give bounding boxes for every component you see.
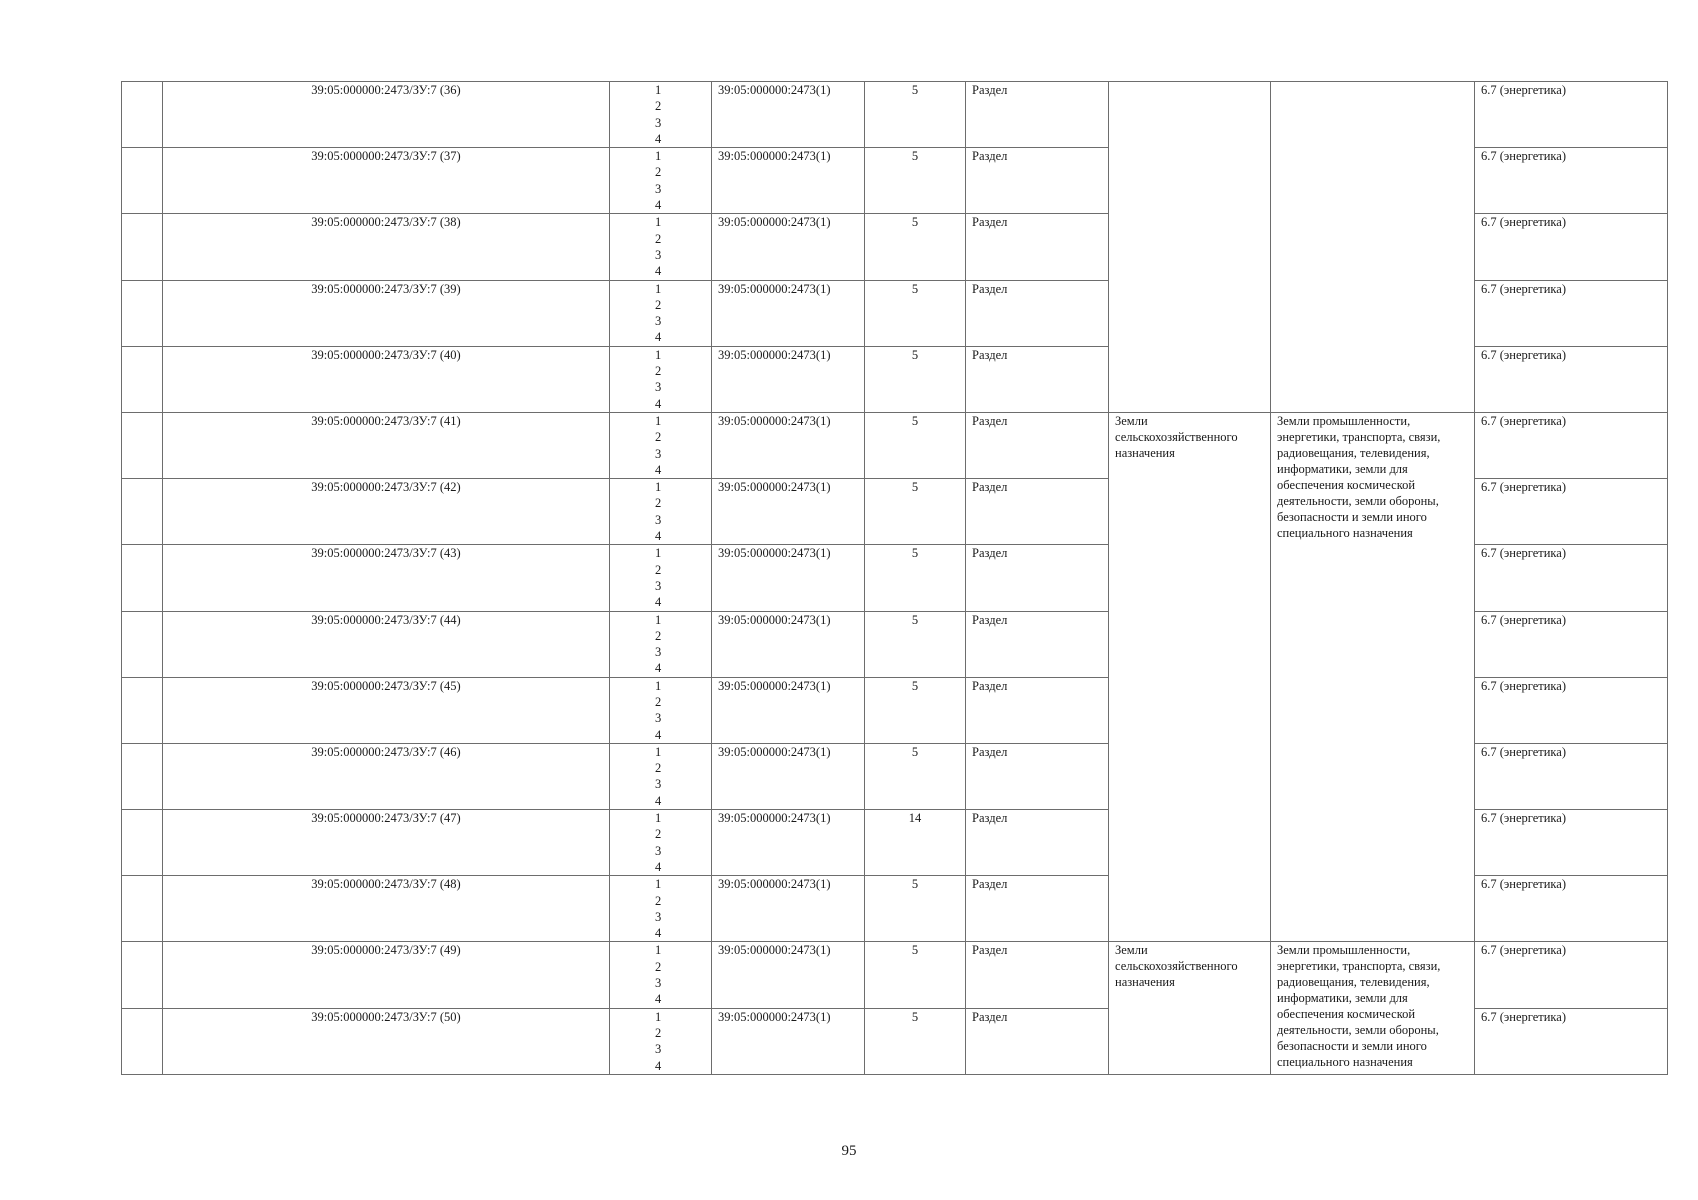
contour-number: 1 [655,811,662,826]
permitted-use: 6.7 (энергетика) [1475,545,1668,611]
contour-number: 3 [655,711,662,726]
formation-method: Раздел [966,545,1109,611]
plot-designation: 39:05:000000:2473/ЗУ:7 (49) [163,942,610,1008]
parent-cadastral-number: 39:05:000000:2473(1) [712,677,865,743]
contour-number: 4 [655,131,662,146]
parent-cadastral-number: 39:05:000000:2473(1) [712,545,865,611]
contour-number: 4 [655,462,662,477]
contour-number: 1 [655,215,662,230]
plot-designation: 39:05:000000:2473/ЗУ:7 (43) [163,545,610,611]
formation-method: Раздел [966,346,1109,412]
contour-number: 4 [655,1058,662,1073]
plot-area: 5 [865,942,966,1008]
row-number-cell [122,876,163,942]
plot-designation: 39:05:000000:2473/ЗУ:7 (41) [163,412,610,478]
contour-number: 3 [655,115,662,130]
formation-method: Раздел [966,743,1109,809]
contour-number: 1 [655,83,662,97]
plot-designation: 39:05:000000:2473/ЗУ:7 (36) [163,82,610,148]
contour-number: 4 [655,992,662,1007]
contour-numbers [610,148,712,214]
contour-numbers [610,876,712,942]
plot-designation: 39:05:000000:2473/ЗУ:7 (42) [163,479,610,545]
contour-number: 4 [655,793,662,808]
row-number-cell [122,545,163,611]
row-number-cell [122,810,163,876]
contour-number: 2 [655,364,662,379]
plot-designation: 39:05:000000:2473/ЗУ:7 (46) [163,743,610,809]
plot-area: 5 [865,876,966,942]
plot-area: 5 [865,82,966,148]
permitted-use: 6.7 (энергетика) [1475,810,1668,876]
permitted-use: 6.7 (энергетика) [1475,611,1668,677]
parent-cadastral-number: 39:05:000000:2473(1) [712,346,865,412]
contour-numbers [610,280,712,346]
contour-numbers [610,346,712,412]
parent-cadastral-number: 39:05:000000:2473(1) [712,82,865,148]
contour-number: 1 [655,1009,662,1024]
row-number-cell [122,148,163,214]
contour-number: 2 [655,959,662,974]
contour-number: 1 [655,281,662,296]
plot-area: 5 [865,1008,966,1074]
parent-cadastral-number: 39:05:000000:2473(1) [712,214,865,280]
contour-numbers [610,942,712,1008]
contour-number: 2 [655,628,662,643]
plot-designation: 39:05:000000:2473/ЗУ:7 (44) [163,611,610,677]
contour-number: 1 [655,943,662,958]
contour-number: 1 [655,678,662,693]
permitted-use: 6.7 (энергетика) [1475,479,1668,545]
plot-area: 5 [865,743,966,809]
contour-number: 3 [655,380,662,395]
land-category: Земли сельскохозяйственного назначения [1109,942,1271,1074]
parent-cadastral-number: 39:05:000000:2473(1) [712,479,865,545]
permitted-use: 6.7 (энергетика) [1475,148,1668,214]
parent-cadastral-number: 39:05:000000:2473(1) [712,876,865,942]
contour-number: 1 [655,546,662,561]
formation-method: Раздел [966,1008,1109,1074]
parent-cadastral-number: 39:05:000000:2473(1) [712,743,865,809]
contour-number: 1 [655,877,662,892]
contour-number: 3 [655,976,662,991]
permitted-use: 6.7 (энергетика) [1475,214,1668,280]
contour-number: 3 [655,777,662,792]
contour-number: 1 [655,149,662,164]
contour-number: 3 [655,512,662,527]
formation-method: Раздел [966,876,1109,942]
plot-area: 5 [865,214,966,280]
plot-designation: 39:05:000000:2473/ЗУ:7 (50) [163,1008,610,1074]
formation-method: Раздел [966,280,1109,346]
plot-area: 14 [865,810,966,876]
contour-numbers [610,1008,712,1074]
permitted-use: 6.7 (энергетика) [1475,82,1668,148]
contour-number: 2 [655,231,662,246]
row-number-cell [122,942,163,1008]
land-plots-table [121,81,1668,1075]
table-row [122,82,1668,148]
contour-number: 4 [655,727,662,742]
table-row [122,942,1668,1008]
permitted-use: 6.7 (энергетика) [1475,743,1668,809]
contour-number: 4 [655,859,662,874]
contour-number: 3 [655,446,662,461]
parent-cadastral-number: 39:05:000000:2473(1) [712,148,865,214]
row-number-cell [122,280,163,346]
contour-numbers [610,82,712,148]
parent-cadastral-number: 39:05:000000:2473(1) [712,611,865,677]
plot-designation: 39:05:000000:2473/ЗУ:7 (47) [163,810,610,876]
parent-cadastral-number: 39:05:000000:2473(1) [712,942,865,1008]
parent-cadastral-number: 39:05:000000:2473(1) [712,280,865,346]
plot-area: 5 [865,611,966,677]
parent-cadastral-number: 39:05:000000:2473(1) [712,810,865,876]
permitted-use: 6.7 (энергетика) [1475,876,1668,942]
table-row [122,412,1668,478]
row-number-cell [122,412,163,478]
page-number: 95 [841,1143,857,1159]
permitted-use: 6.7 (энергетика) [1475,942,1668,1008]
contour-number: 4 [655,396,662,411]
land-category-from [1271,82,1475,413]
contour-number: 1 [655,480,662,495]
contour-numbers [610,545,712,611]
contour-number: 2 [655,496,662,511]
row-number-cell [122,1008,163,1074]
parent-cadastral-number: 39:05:000000:2473(1) [712,412,865,478]
contour-number: 2 [655,827,662,842]
permitted-use: 6.7 (энергетика) [1475,346,1668,412]
contour-number: 2 [655,1025,662,1040]
contour-number: 3 [655,181,662,196]
contour-number: 3 [655,909,662,924]
row-number-cell [122,743,163,809]
row-number-cell [122,214,163,280]
contour-numbers [610,412,712,478]
formation-method: Раздел [966,214,1109,280]
formation-method: Раздел [966,677,1109,743]
land-category [1109,82,1271,413]
row-number-cell [122,82,163,148]
plot-designation: 39:05:000000:2473/ЗУ:7 (38) [163,214,610,280]
formation-method: Раздел [966,611,1109,677]
contour-number: 1 [655,612,662,627]
permitted-use: 6.7 (энергетика) [1475,1008,1668,1074]
contour-number: 2 [655,761,662,776]
contour-number: 4 [655,198,662,213]
permitted-use: 6.7 (энергетика) [1475,677,1668,743]
contour-number: 1 [655,413,662,428]
permitted-use: 6.7 (энергетика) [1475,280,1668,346]
row-number-cell [122,611,163,677]
contour-number: 1 [655,744,662,759]
contour-number: 4 [655,595,662,610]
contour-number: 4 [655,529,662,544]
formation-method: Раздел [966,82,1109,148]
plot-area: 5 [865,346,966,412]
contour-number: 4 [655,926,662,941]
plot-area: 5 [865,545,966,611]
row-number-cell [122,346,163,412]
formation-method: Раздел [966,412,1109,478]
parent-cadastral-number: 39:05:000000:2473(1) [712,1008,865,1074]
plot-area: 5 [865,677,966,743]
contour-numbers [610,214,712,280]
formation-method: Раздел [966,810,1109,876]
contour-number: 3 [655,843,662,858]
plot-designation: 39:05:000000:2473/ЗУ:7 (37) [163,148,610,214]
plot-designation: 39:05:000000:2473/ЗУ:7 (40) [163,346,610,412]
formation-method: Раздел [966,942,1109,1008]
formation-method: Раздел [966,479,1109,545]
contour-number: 4 [655,264,662,279]
plot-designation: 39:05:000000:2473/ЗУ:7 (45) [163,677,610,743]
permitted-use: 6.7 (энергетика) [1475,412,1668,478]
contour-number: 3 [655,645,662,660]
contour-number: 1 [655,347,662,362]
land-category-from: Земли промышленности, энергетики, транспорта, связи, радиовещания, телевидения, информатики, земли для обеспечения космической деятельности, земли обороны, безопасности и земли иного специального назначения [1271,412,1475,942]
contour-number: 4 [655,330,662,345]
land-category: Земли сельскохозяйственного назначения [1109,412,1271,942]
land-category-from: Земли промышленности, энергетики, транспорта, связи, радиовещания, телевидения, информатики, земли для обеспечения космической деятельности, земли обороны, безопасности и земли иного специального назначения [1271,942,1475,1074]
contour-number: 2 [655,562,662,577]
contour-number: 2 [655,430,662,445]
contour-number: 3 [655,1042,662,1057]
plot-area: 5 [865,412,966,478]
plot-area: 5 [865,479,966,545]
plot-designation: 39:05:000000:2473/ЗУ:7 (48) [163,876,610,942]
contour-number: 2 [655,297,662,312]
contour-numbers [610,810,712,876]
plot-area: 5 [865,148,966,214]
contour-number: 3 [655,578,662,593]
contour-number: 2 [655,165,662,180]
contour-numbers [610,677,712,743]
contour-number: 2 [655,99,662,114]
contour-number: 2 [655,694,662,709]
row-number-cell [122,677,163,743]
contour-numbers [610,743,712,809]
row-number-cell [122,479,163,545]
contour-numbers [610,479,712,545]
contour-numbers [610,611,712,677]
contour-number: 3 [655,314,662,329]
contour-number: 4 [655,661,662,676]
formation-method: Раздел [966,148,1109,214]
plot-area: 5 [865,280,966,346]
contour-number: 3 [655,247,662,262]
contour-number: 2 [655,893,662,908]
plot-designation: 39:05:000000:2473/ЗУ:7 (39) [163,280,610,346]
